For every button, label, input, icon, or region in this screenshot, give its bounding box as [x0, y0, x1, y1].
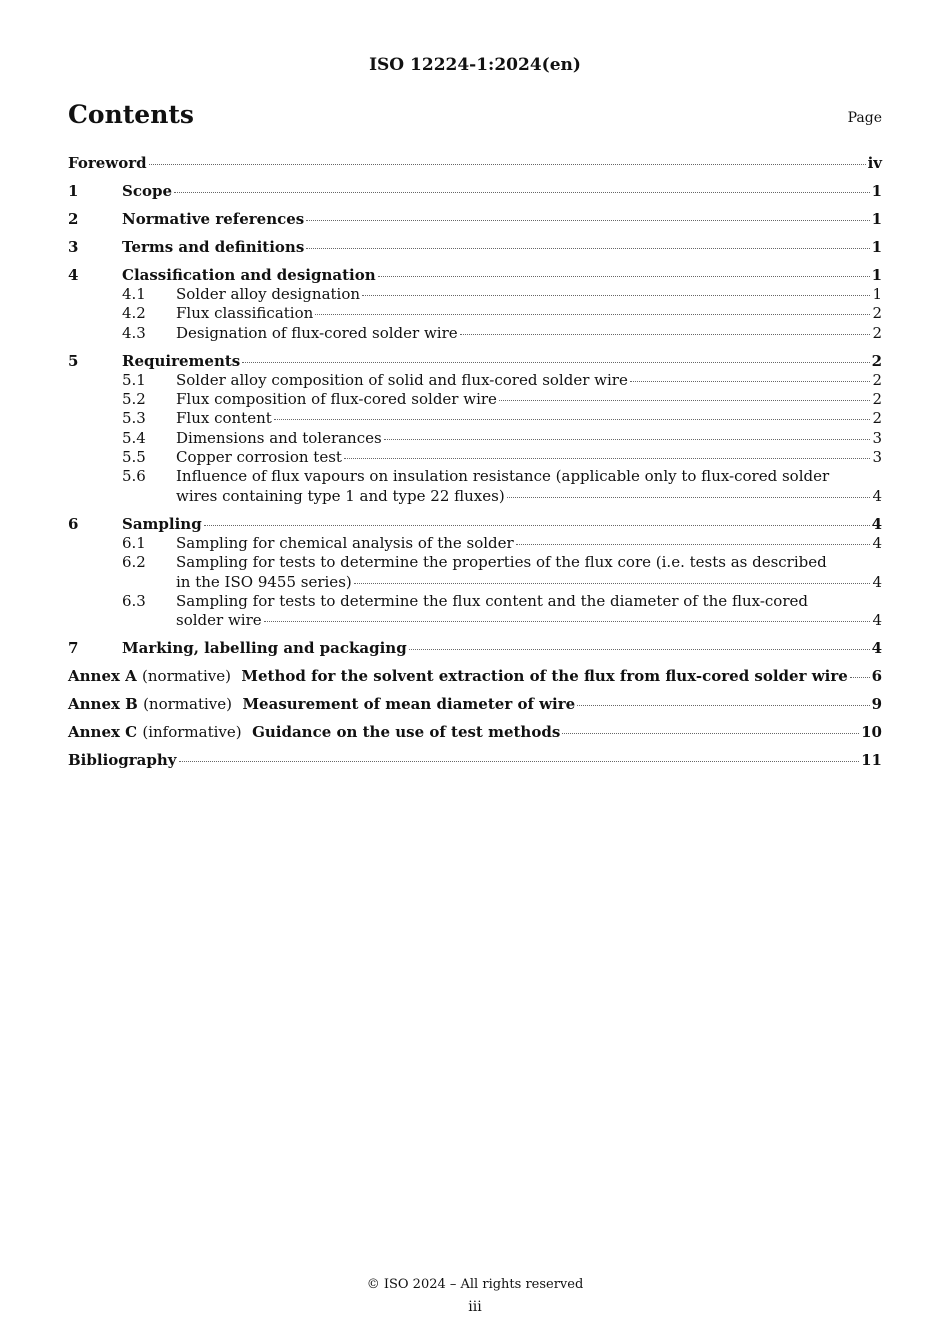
- toc-number: 2: [68, 210, 79, 228]
- toc-page: 4: [871, 514, 882, 533]
- toc-page: 2: [872, 323, 882, 342]
- toc-number: 1: [68, 182, 79, 200]
- toc-page: 10: [861, 723, 882, 742]
- annex-heading: Guidance on the use of test methods: [252, 723, 561, 742]
- annex-label: Annex B: [68, 695, 138, 714]
- toc-entry-5-2[interactable]: [68, 390, 882, 409]
- toc-entry-6-3[interactable]: [68, 592, 882, 611]
- toc-title: Flux classification: [176, 304, 314, 323]
- toc-number: 4.2: [122, 304, 146, 323]
- toc-page: 4: [872, 572, 882, 591]
- toc-page: 1: [871, 182, 882, 200]
- toc-entry-terms-definitions[interactable]: [68, 238, 882, 257]
- leader-dots: [306, 248, 869, 249]
- toc-title: Flux composition of flux-cored solder wire: [176, 390, 497, 409]
- leader-dots: [344, 458, 871, 459]
- annex-title: [68, 723, 560, 742]
- toc-number: 3: [68, 238, 79, 256]
- toc-entry-sampling[interactable]: [68, 515, 882, 534]
- page-column-label: Page: [847, 110, 882, 126]
- document-id: ISO 12224-1:2024(en): [369, 55, 581, 75]
- toc-number: 5.4: [122, 428, 146, 447]
- toc-number: 5: [68, 351, 79, 370]
- toc-entry-annex-b[interactable]: [68, 695, 882, 714]
- leader-dots: [630, 381, 871, 382]
- leader-dots: [306, 220, 869, 221]
- toc-title: Solder alloy composition of solid and flux-cored solder wire: [176, 370, 628, 389]
- leader-dots: [460, 334, 871, 335]
- toc-number: 5.2: [122, 390, 146, 409]
- leader-dots: [378, 276, 870, 277]
- toc-number: 6.1: [122, 533, 146, 552]
- toc-title: Terms and definitions: [122, 238, 305, 256]
- toc-entry-5-6[interactable]: [68, 467, 882, 486]
- toc-page: 4: [872, 611, 882, 630]
- annex-title: [68, 695, 575, 714]
- toc-number: 6.3: [122, 591, 146, 610]
- toc-page: 1: [871, 210, 882, 228]
- toc-title: Flux content: [176, 409, 272, 428]
- toc-entry-5-5[interactable]: [68, 448, 882, 467]
- toc-number: 5.3: [122, 409, 146, 428]
- toc-entry-4-3[interactable]: [68, 324, 882, 343]
- leader-dots: [274, 419, 871, 420]
- leader-dots: [354, 583, 871, 584]
- toc-page: 6: [871, 667, 882, 686]
- toc-entry-normative-references[interactable]: [68, 210, 882, 229]
- toc-number: 6: [68, 514, 79, 533]
- toc-title: Copper corrosion test: [176, 448, 342, 467]
- toc-page: 4: [872, 533, 882, 552]
- toc-title: Classification and designation: [122, 266, 376, 284]
- toc-title-line2: in the ISO 9455 series): [176, 572, 352, 591]
- toc-title-line2: solder wire: [176, 611, 262, 630]
- toc-entry-foreword[interactable]: [68, 154, 882, 173]
- toc-number: 4.1: [122, 285, 146, 303]
- toc-title-line1: Influence of flux vapours on insulation resistance (applicable only to flux-cored solder: [176, 467, 830, 486]
- toc-page: 1: [871, 238, 882, 256]
- leader-dots: [242, 362, 869, 363]
- toc-page: iv: [867, 154, 882, 172]
- toc-title: Foreword: [68, 154, 147, 172]
- toc-number: 4: [68, 266, 79, 284]
- toc-page: 2: [871, 351, 882, 370]
- toc-title: Solder alloy designation: [176, 285, 361, 303]
- annex-heading: Method for the solvent extraction of the flux from flux-cored solder wire: [241, 667, 848, 686]
- toc-entry-classification[interactable]: [68, 266, 882, 285]
- toc-entry-marking[interactable]: [68, 639, 882, 658]
- toc-entry-6-1[interactable]: [68, 534, 882, 553]
- toc-entry-bibliography[interactable]: [68, 751, 882, 770]
- toc-number: 4.3: [122, 323, 146, 342]
- toc-number: 5.1: [122, 370, 146, 389]
- leader-dots: [516, 544, 871, 545]
- leader-dots: [149, 164, 866, 165]
- toc-title: Designation of flux-cored solder wire: [176, 323, 458, 342]
- toc-page: 2: [872, 390, 882, 409]
- toc-title: Sampling for chemical analysis of the solder: [176, 533, 514, 552]
- toc-entry-annex-c[interactable]: [68, 723, 882, 742]
- toc-page: 1: [871, 266, 882, 284]
- toc-page: 1: [872, 285, 882, 303]
- toc-entry-5-6-continued[interactable]: [68, 487, 882, 506]
- toc-title: Sampling: [122, 514, 202, 533]
- leader-dots: [204, 525, 870, 526]
- leader-dots: [577, 705, 869, 706]
- toc-page: 2: [872, 304, 882, 323]
- annex-label: Annex A: [68, 667, 137, 686]
- footer-page-number: iii: [468, 1299, 482, 1315]
- toc-page: 3: [872, 448, 882, 467]
- toc-title: Requirements: [122, 351, 241, 370]
- table-of-contents: [68, 154, 882, 770]
- toc-entry-5-3[interactable]: [68, 409, 882, 428]
- toc-number: 5.6: [122, 467, 146, 486]
- toc-title: Marking, labelling and packaging: [122, 639, 407, 658]
- toc-entry-annex-a[interactable]: [68, 667, 882, 686]
- toc-page: 9: [871, 695, 882, 714]
- toc-number: 6.2: [122, 553, 146, 572]
- toc-title-line1: Sampling for tests to determine the flux content and the diameter of the flux-cored: [176, 591, 808, 610]
- toc-entry-6-2[interactable]: [68, 553, 882, 572]
- toc-page: 3: [872, 428, 882, 447]
- footer-copyright: © ISO 2024 – All rights reserved: [366, 1277, 584, 1292]
- toc-title: Scope: [122, 182, 173, 200]
- toc-number: 5.5: [122, 448, 146, 467]
- toc-page: 4: [871, 639, 882, 658]
- leader-dots: [179, 761, 860, 762]
- toc-entry-4-1[interactable]: [68, 285, 882, 304]
- leader-dots: [264, 621, 871, 622]
- annex-kind: (normative): [143, 695, 232, 714]
- leader-dots: [384, 439, 871, 440]
- toc-title: Bibliography: [68, 751, 177, 770]
- annex-heading: Measurement of mean diameter of wire: [242, 695, 576, 714]
- leader-dots: [315, 314, 870, 315]
- toc-entry-6-2-continued[interactable]: [68, 573, 882, 592]
- annex-kind: (normative): [142, 667, 231, 686]
- leader-dots: [850, 677, 870, 678]
- toc-entry-5-1[interactable]: [68, 371, 882, 390]
- toc-entry-5-4[interactable]: [68, 429, 882, 448]
- leader-dots: [562, 733, 859, 734]
- toc-number: 7: [68, 639, 79, 658]
- toc-page: 2: [872, 370, 882, 389]
- annex-kind: (informative): [142, 723, 242, 742]
- annex-title: [68, 667, 848, 686]
- toc-title: Dimensions and tolerances: [176, 428, 382, 447]
- toc-page: 2: [872, 409, 882, 428]
- toc-title: Normative references: [122, 210, 305, 228]
- toc-title-line1: Sampling for tests to determine the properties of the flux core (i.e. tests as described: [176, 553, 827, 572]
- toc-entry-requirements[interactable]: [68, 352, 882, 371]
- toc-entry-6-3-continued[interactable]: [68, 611, 882, 630]
- leader-dots: [362, 295, 870, 296]
- toc-entry-scope[interactable]: [68, 182, 882, 201]
- toc-entry-4-2[interactable]: [68, 304, 882, 323]
- leader-dots: [174, 192, 870, 193]
- toc-title-line2: wires containing type 1 and type 22 fluxes): [176, 486, 505, 505]
- leader-dots: [499, 400, 871, 401]
- contents-heading: Contents: [68, 100, 195, 129]
- annex-label: Annex C: [68, 723, 138, 742]
- leader-dots: [409, 649, 870, 650]
- leader-dots: [507, 497, 871, 498]
- toc-page: 4: [872, 486, 882, 505]
- toc-page: 11: [861, 751, 882, 770]
